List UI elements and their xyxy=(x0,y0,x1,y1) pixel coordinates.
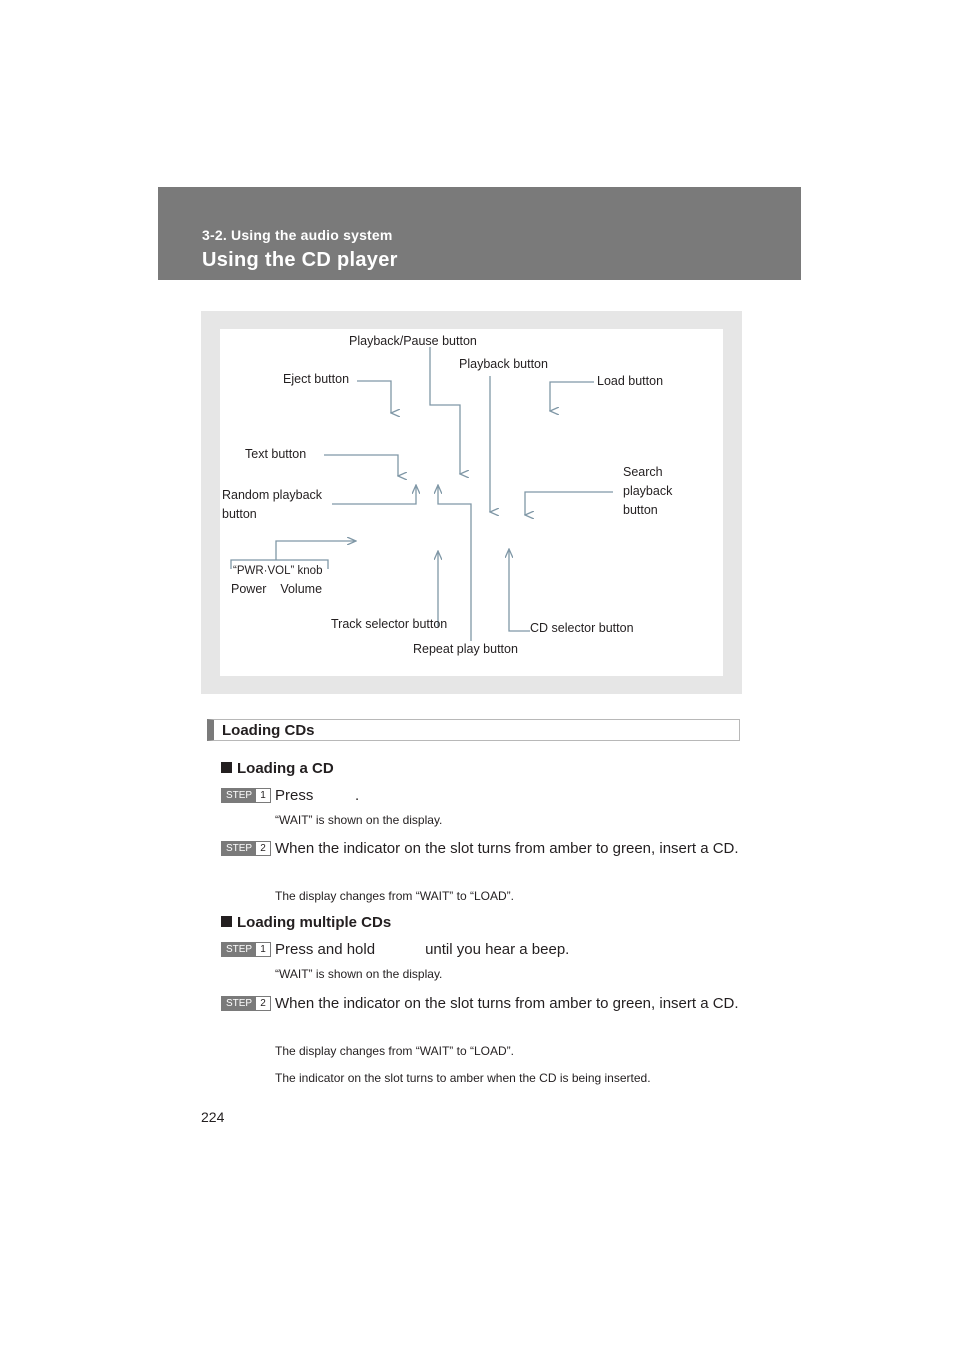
step-note: The display changes from “WAIT” to “LOAD”. xyxy=(275,889,514,903)
callout-repeat: Repeat play button xyxy=(413,642,518,656)
section-label: 3-2. Using the audio system xyxy=(202,227,393,243)
step-note: “WAIT” is shown on the display. xyxy=(275,813,443,827)
callout-playback-pause: Playback/Pause button xyxy=(349,334,477,348)
search-leader xyxy=(525,492,613,515)
callout-pwr-vol: “PWR·VOL” knob xyxy=(233,565,323,577)
step-number: 1 xyxy=(260,790,266,801)
section-heading-text: Loading CDs xyxy=(222,722,315,739)
callout-text: Text button xyxy=(245,447,307,461)
step-note: “WAIT” is shown on the display. xyxy=(275,967,443,981)
callout-random: Random playback button xyxy=(222,488,323,521)
step-number: 2 xyxy=(260,998,266,1009)
step-label: STEP xyxy=(222,842,256,855)
step-text: Press and hold until you hear a beep. xyxy=(275,941,570,958)
callout-load: Load button xyxy=(597,374,664,388)
step-badge xyxy=(221,942,271,957)
step-label: STEP xyxy=(222,789,256,802)
callout-eject: Eject button xyxy=(283,372,350,386)
step-badge xyxy=(221,788,271,803)
random-leader xyxy=(332,485,416,504)
step-text: Press . xyxy=(275,787,360,804)
step-note: The indicator on the slot turns to amber when the CD is being inserted. xyxy=(275,1071,651,1085)
subheading-text: Loading multiple CDs xyxy=(237,914,392,931)
page-number: 224 xyxy=(201,1109,225,1125)
playback-pause-leader xyxy=(430,347,460,474)
step-badge xyxy=(221,996,271,1011)
step-label: STEP xyxy=(222,943,256,956)
step-number: 2 xyxy=(260,843,266,854)
page-title: Using the CD player xyxy=(202,249,398,271)
step-text: When the indicator on the slot turns from amber to green, insert a CD. xyxy=(275,840,739,857)
step-text: When the indicator on the slot turns from amber to green, insert a CD. xyxy=(275,995,739,1012)
square-bullet-icon xyxy=(221,916,232,927)
callout-power-volume: Power Volume xyxy=(231,582,323,596)
cd-player-figure xyxy=(201,311,742,694)
square-bullet-icon xyxy=(221,762,232,773)
eject-leader xyxy=(357,381,391,413)
callout-playback: Playback button xyxy=(459,357,548,371)
subheading-loading-a-cd xyxy=(221,760,334,777)
step-badge xyxy=(221,841,271,856)
cd-selector-leader xyxy=(509,549,530,631)
pwr-vol-leader-2 xyxy=(276,541,356,560)
step-number: 1 xyxy=(260,944,266,955)
chapter-header xyxy=(158,187,801,280)
callout-search: Search playback button xyxy=(623,465,673,517)
figure-panel xyxy=(220,329,723,676)
subheading-loading-multiple xyxy=(221,914,391,931)
callout-track-selector: Track selector button xyxy=(331,617,448,631)
step-note: The display changes from “WAIT” to “LOAD”. xyxy=(275,1044,514,1058)
section-heading-loading-cds xyxy=(207,719,740,741)
callout-cd-selector: CD selector button xyxy=(530,621,634,635)
step-label: STEP xyxy=(222,997,256,1010)
load-leader xyxy=(550,382,594,411)
text-leader xyxy=(324,455,398,476)
subheading-text: Loading a CD xyxy=(237,760,334,777)
